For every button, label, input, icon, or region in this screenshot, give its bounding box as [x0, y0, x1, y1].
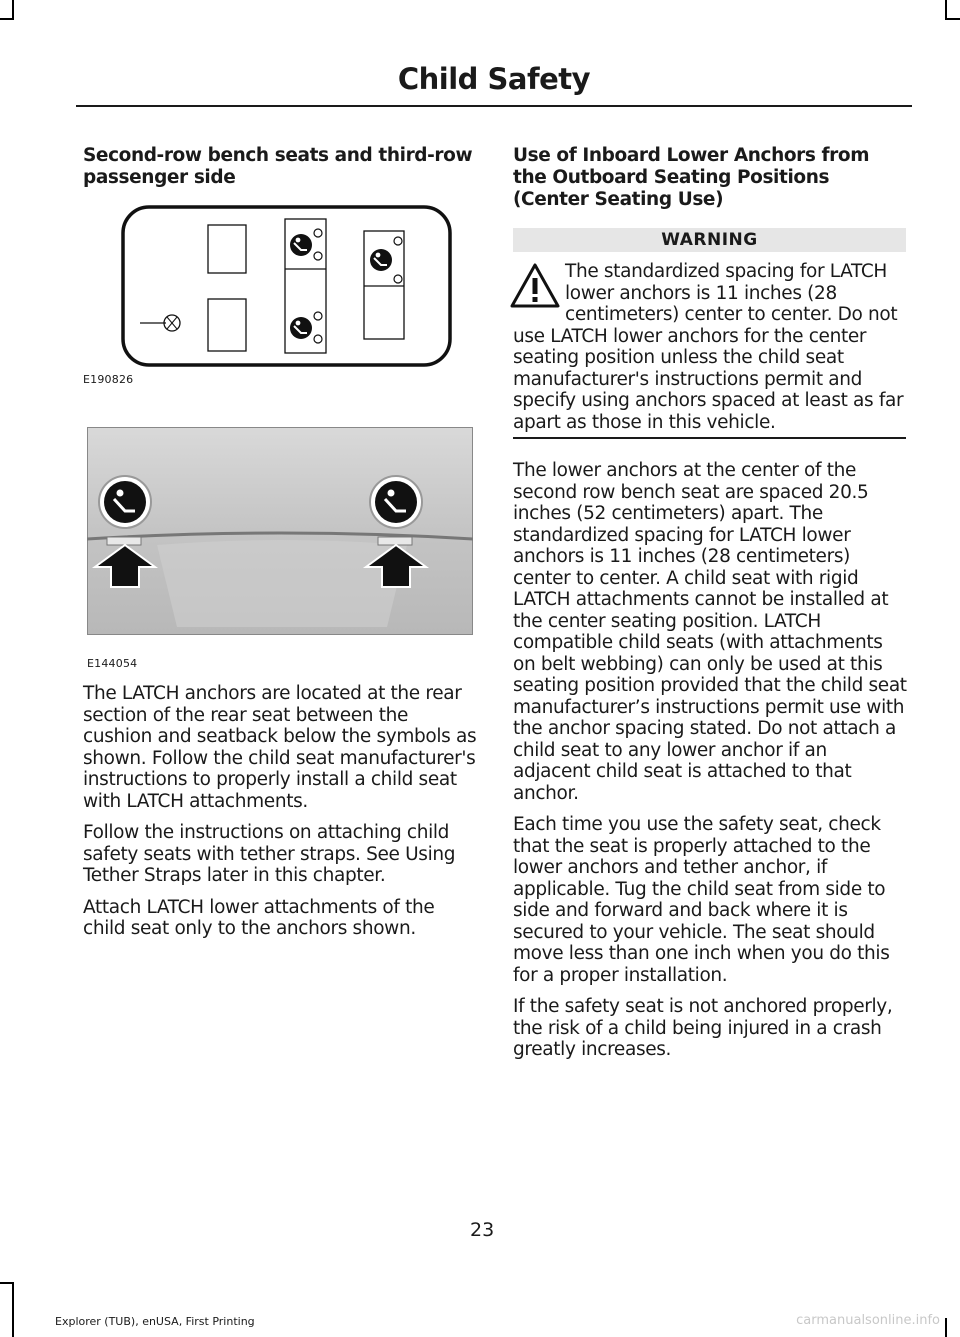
- watermark: carmanualsonline.info: [796, 1313, 940, 1328]
- crop-mark-top-left-h: [0, 18, 14, 20]
- left-heading: Second-row bench seats and third-row passenger side: [83, 145, 473, 188]
- page-number: 23: [470, 1219, 495, 1241]
- paragraph: Each time you use the safety seat, check that the seat is properly attached to the lower anchors and tether anchor, if applicable. Tug the child seat from side to side and forward and back where it is secured to your vehicle. The seat should move less than one inch when you do this for a proper installation.: [513, 814, 890, 986]
- seat-cushion: [157, 540, 407, 627]
- warning-triangle-icon: [509, 261, 561, 311]
- child-seat-icon: [290, 317, 312, 339]
- anchor-location-illustration: [87, 427, 473, 635]
- warning-box: [513, 261, 907, 433]
- seat-layout-diagram: [118, 203, 458, 368]
- right-column: [513, 145, 907, 211]
- anchor-tab: [378, 537, 412, 545]
- paragraph: Follow the instructions on attaching child safety seats with tether straps. See Using Tether Straps later in this chapter.: [83, 822, 456, 886]
- child-seat-icon: [290, 234, 312, 256]
- crop-mark-bottom-right-v: [945, 1318, 947, 1337]
- anchor-ring: [394, 275, 402, 283]
- anchor-ring: [394, 237, 402, 245]
- front-seat-passenger: [208, 225, 246, 273]
- paragraph: The LATCH anchors are located at the rear section of the rear seat between the cushion and seatback below the symbols as shown. Follow the child seat manufacturer's instructions to properly install a child seat with LATCH attachments.: [83, 683, 477, 812]
- anchor-ring: [314, 252, 322, 260]
- warning-rule: [513, 437, 906, 439]
- warning-text: The standardized spacing for LATCH lower anchors is 11 inches (28 centimeters) center to center. Do not use LATCH lower anchors for the center seating position unless the child seat manufacturer's instructions permit and specify using anchors spaced at least as far apart as those in this vehicle.: [513, 261, 904, 433]
- crop-mark-top-right-h: [945, 18, 960, 20]
- crop-mark-bottom-left-v: [12, 1282, 14, 1337]
- figure-label: E144054: [87, 657, 138, 670]
- anchor-tab: [107, 537, 141, 545]
- paragraph: If the safety seat is not anchored properly, the risk of a child being injured in a crash greatly increases.: [513, 996, 893, 1060]
- header-rule: [76, 105, 912, 107]
- crop-mark-top-left-v: [12, 0, 14, 20]
- left-column: [83, 145, 478, 189]
- warning-label: WARNING: [513, 228, 906, 252]
- left-body: [83, 683, 478, 950]
- third-row-seat: [364, 231, 404, 339]
- latch-symbol-right: [370, 476, 422, 528]
- right-heading: Use of Inboard Lower Anchors from the Outboard Seating Positions (Center Seating Use): [513, 145, 870, 210]
- anchor-ring: [314, 335, 322, 343]
- front-seat-driver: [208, 299, 246, 351]
- page-title: Child Safety: [397, 62, 590, 96]
- crop-mark-top-right-v: [945, 0, 947, 20]
- figure-label: E190826: [83, 373, 134, 386]
- latch-symbol-left: [99, 476, 151, 528]
- paragraph: Attach LATCH lower attachments of the child seat only to the anchors shown.: [83, 896, 435, 939]
- anchor-ring: [314, 312, 322, 320]
- right-body: [513, 460, 907, 1071]
- edition-footer: Explorer (TUB), enUSA, First Printing: [55, 1315, 255, 1328]
- child-seat-icon: [370, 249, 392, 271]
- crop-mark-bottom-left-h: [0, 1282, 14, 1284]
- paragraph: The lower anchors at the center of the second row bench seat are spaced 20.5 inches (52 centimeters) apart. The standardized spacing for LATCH lower anchors is 11 inches (28 centimeters) center to center. A child seat with rigid LATCH attachments cannot be installed at the center seating position. LATCH compatible child seats (with attachments on belt webbing) can only be used at this seating position provided that the child seat manufacturer’s instructions permit use with the anchor spacing stated. Do not attach a child seat to any lower anchor if an adjacent child seat is attached to that anchor.: [513, 460, 907, 804]
- anchor-ring: [314, 229, 322, 237]
